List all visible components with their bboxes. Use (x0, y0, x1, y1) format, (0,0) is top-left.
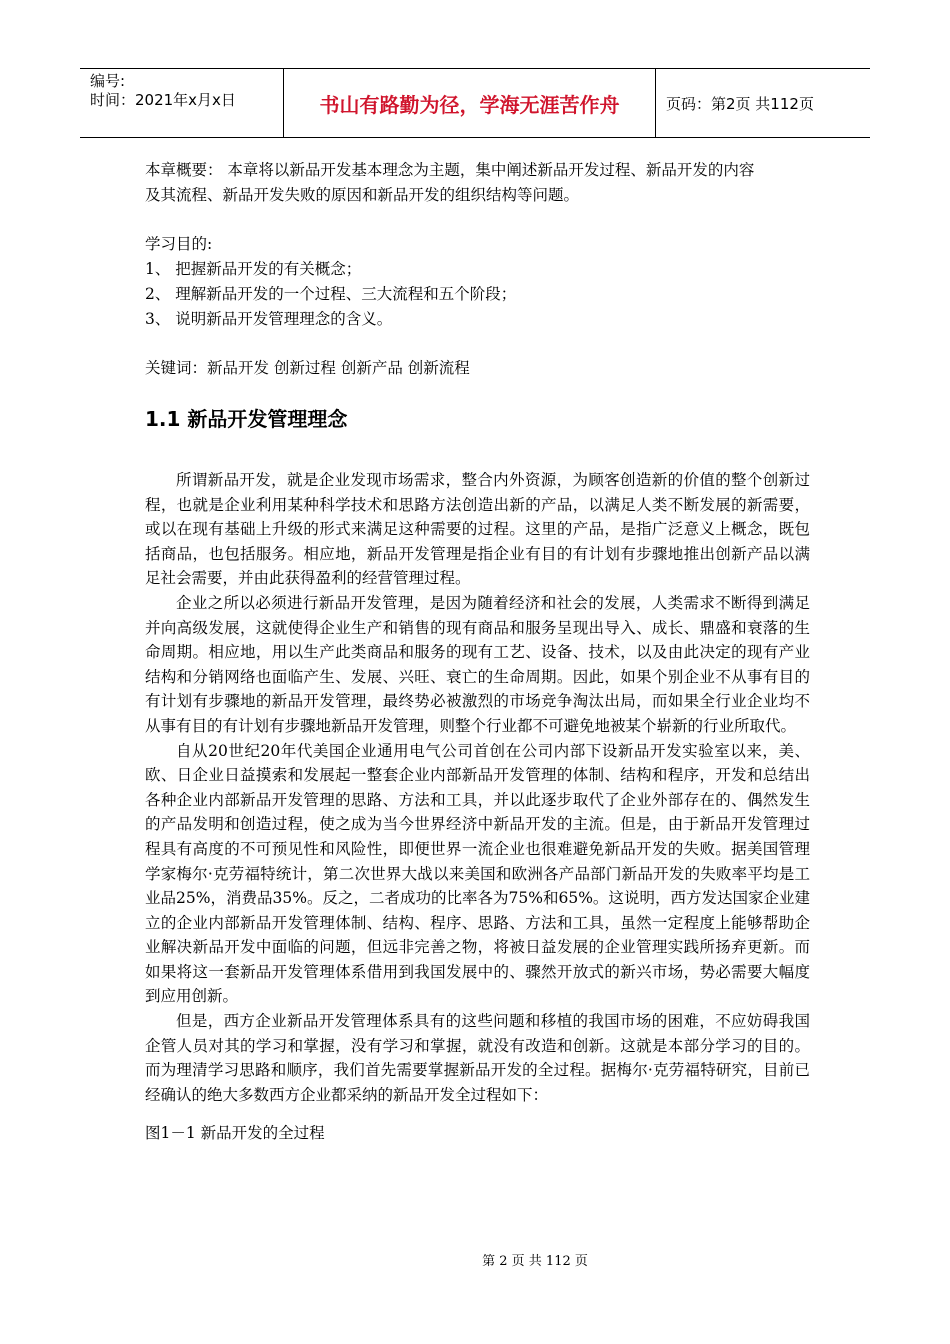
page-header (80, 68, 870, 138)
objectives-heading: 学习目的: (145, 235, 213, 253)
keywords: 关键词：新品开发 创新过程 创新产品 创新流程 (145, 359, 470, 377)
header-page-info: 页码：第2页 共112页 (666, 94, 814, 113)
page-footer: 第 2 页 共 112 页 (482, 1254, 588, 1269)
figure-caption: 图1－1 新品开发的全过程 (145, 1124, 325, 1143)
body-paragraph: 但是，西方企业新品开发管理体系具有的这些问题和移植的我国市场的困难，不应妨碍我国企管人员对其的学习和掌握，没有学习和掌握，就没有改造和创新。这就是本部分学习的目的。而为理清学习思路和顺序，我们首先需要掌握新品开发的全过程。据梅尔·克劳福特研究，目前已经确认的绝大多数西方企业都采纳的新品开发全过程如下： (145, 1012, 810, 1104)
summary-line-1: 本章概要： 本章将以新品开发基本理念为主题，集中阐述新品开发过程、新品开发的内容 (145, 161, 755, 179)
body-paragraph: 所谓新品开发，就是企业发现市场需求，整合内外资源，为顾客创造新的价值的整个创新过程，也就是企业利用某种科学技术和思路方法创造出新的产品，以满足人类不断发展的新需要，或以在现有基础上升级的形式来满足这种需要的过程。这里的产品，是指广泛意义上概念，既包括商品，也包括服务。相应地，新品开发管理是指企业有目的有计划有步骤地推出创新产品以满足社会需要，并由此获得盈利的经营管理过程。 (145, 471, 810, 588)
section-title: 1.1 新品开发管理理念 (145, 407, 348, 431)
header-meta (80, 69, 284, 137)
summary-line-2: 及其流程、新品开发失败的原因和新品开发的组织结构等问题。 (145, 186, 580, 204)
objective-item: 2、 理解新品开发的一个过程、三大流程和五个阶段； (145, 285, 517, 303)
number-label: 编号: (90, 72, 126, 90)
document-body (145, 158, 810, 1145)
header-motto: 书山有路勤为径，学海无涯苦作舟 (284, 69, 656, 137)
objective-item: 3、 说明新品开发管理理念的含义。 (145, 310, 393, 328)
time-label: 时间：2021年x月x日 (90, 91, 236, 109)
body-paragraph: 自从20世纪20年代美国企业通用电气公司首创在公司内部下设新品开发实验室以来，美、欧、日企业日益摸索和发展起一整套企业内部新品开发管理的体制、结构和程序，开发和总结出各种企业内部新品开发管理的思路、方法和工具，并以此逐步取代了企业外部存在的、偶然发生的产品发明和创造过程，使之成为当今世界经济中新品开发的主流。但是，由于新品开发管理过程具有高度的不可预见性和风险性，即便世界一流企业也很难避免新品开发的失败。据美国管理学家梅尔·克劳福特统计，第二次世界大战以来美国和欧洲各产品部门新品开发的失败率平均是工业品25%，消费品35%。反之，二者成功的比率各为75%和65%。这说明，西方发达国家企业建立的企业内部新品开发管理体制、结构、程序、思路、方法和工具，虽然一定程度上能够帮助企业解决新品开发中面临的问题，但远非完善之物，将被日益发展的企业管理实践所扬弃更新。而如果将这一套新品开发管理体系借用到我国发展中的、骤然开放式的新兴市场，势必需要大幅度到应用创新。 (145, 741, 810, 1006)
objective-item: 1、 把握新品开发的有关概念； (145, 260, 362, 278)
body-paragraph: 企业之所以必须进行新品开发管理，是因为随着经济和社会的发展，人类需求不断得到满足并向高级发展，这就使得企业生产和销售的现有商品和服务呈现出导入、成长、鼎盛和衰落的生命周期。相应地，用以生产此类商品和服务的现有工艺、设备、技术，以及由此决定的现有产业结构和分销网络也面临产生、发展、兴旺、衰亡的生命周期。因此，如果个别企业不从事有目的有计划有步骤地的新品开发管理，最终势必被激烈的市场竞争淘汰出局，而如果全行业企业均不从事有目的有计划有步骤地新品开发管理，则整个行业都不可避免地被某个崭新的行业所取代。 (145, 593, 810, 735)
